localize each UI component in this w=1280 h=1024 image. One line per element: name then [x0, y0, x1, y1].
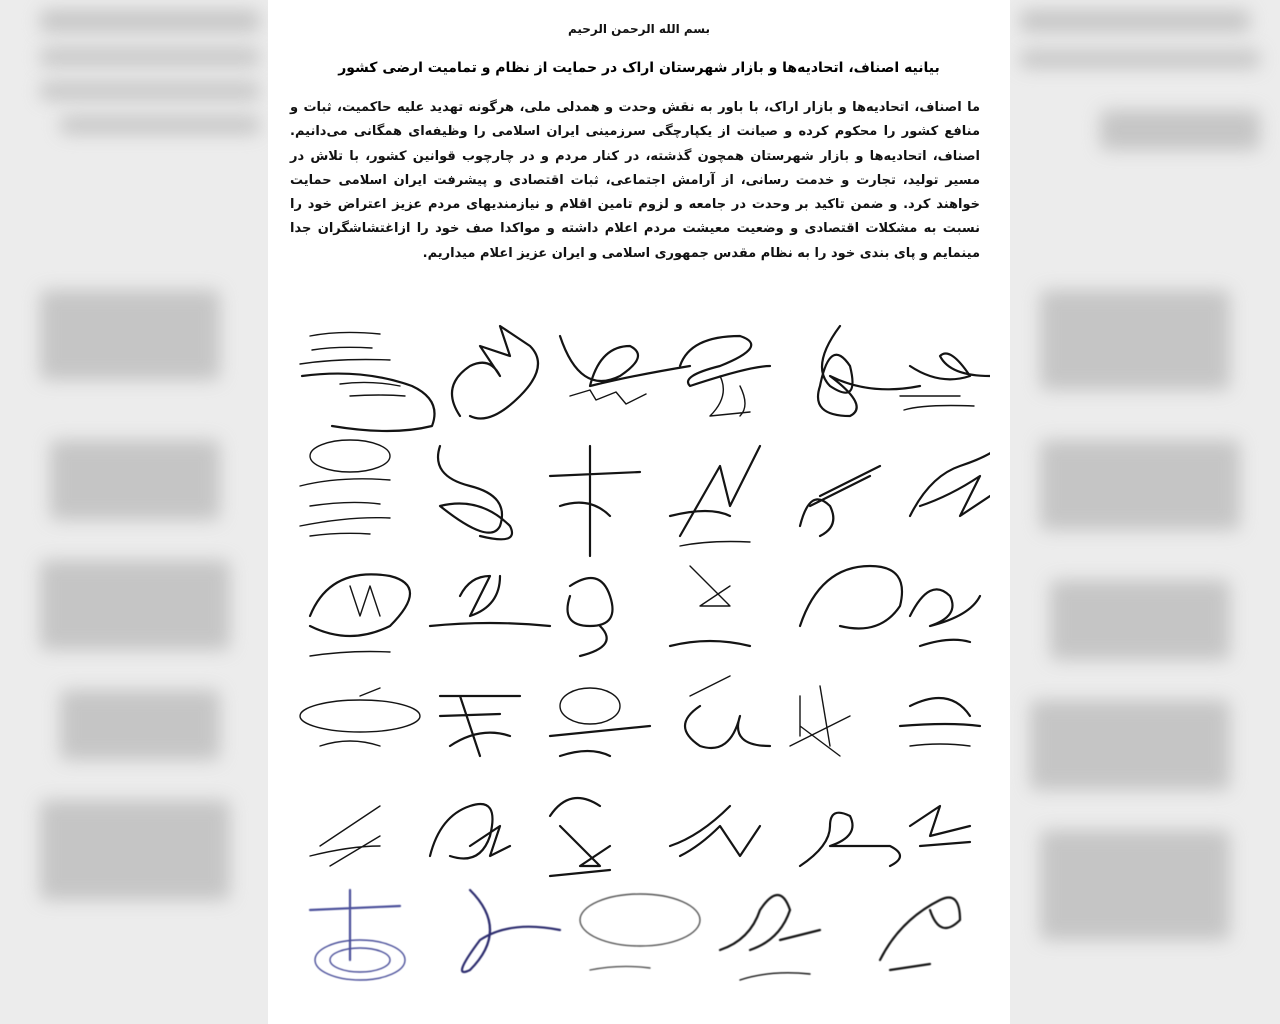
basmala-header: بسم الله الرحمن الرحيم [567, 22, 711, 36]
signature [910, 589, 980, 646]
signature [670, 446, 760, 546]
signature [568, 578, 613, 656]
signature [670, 566, 750, 646]
signature [550, 688, 650, 756]
signature [310, 890, 405, 980]
signature [900, 354, 990, 411]
document-title: بیانیه اصناف، اتحادیه‌ها و بازار شهرستان اراک در حمایت از نظام و تمامیت ارضی کشور [338, 60, 940, 76]
blurred-backdrop-right [1010, 0, 1280, 1024]
signature [310, 574, 410, 656]
signatures-block [290, 316, 990, 886]
signatures-drawing [290, 316, 990, 886]
signature [670, 806, 760, 856]
signature [550, 446, 640, 556]
signature [300, 440, 390, 536]
signature [800, 566, 902, 629]
signature [680, 336, 770, 416]
signatures-bottom-drawing [290, 880, 990, 1000]
statement-document [268, 0, 1010, 1024]
signature [800, 466, 880, 536]
signature [430, 576, 550, 626]
signature [452, 326, 538, 419]
blurred-backdrop-left [0, 0, 268, 1024]
signature [560, 336, 690, 404]
signature [300, 688, 420, 746]
signature [440, 696, 520, 756]
signature [438, 446, 512, 539]
signature [720, 895, 820, 980]
signature [580, 894, 700, 970]
signature [790, 686, 850, 756]
signature [462, 890, 560, 972]
signature [300, 332, 435, 431]
signature [900, 698, 980, 746]
signature [910, 446, 990, 516]
signature [430, 804, 510, 859]
document-body: ما اصناف، اتحادیه‌ها و بازار اراک، با باور به نقش وحدت و همدلی ملی، هرگونه تهدید علیه حاکمیت، ثبات و منافع کشور را محکوم کرده و صیانت از یکپارچگی سرزمینی ایران اسلامی را وظیفه‌ای همگانی می‌دانیم. اصناف، اتحادیه‌ها و بازار شهرستان همچون گذشته، در کنار مردم و در چارچوب قوانین کشور، با تلاش در مسیر تولید، تجارت و خدمت رسانی، از آرامش اجتماعی، ثبات اقتصادی و پیشرفت ایران اسلامی حمایت خواهند کرد. و ضمن تاکید بر وحدت در جامعه و لزوم تامین اقلام و نیازمندیهای مردم عزیز اعتراض خود را نسبت به مشکلات اقتصادی و وضعیت معیشت مردم اعلام داشته و مواکدا صف خود را ازاغتشاشگران جدا مینمایم و پای بندی خود را به نظام مقدس جمهوری اسلامی و ایران عزیز اعلام میداریم. [290, 100, 980, 261]
signature [818, 326, 920, 416]
signature [910, 806, 970, 846]
signature [310, 806, 380, 866]
signature [550, 798, 610, 876]
signature [685, 676, 770, 748]
signatures-bottom-row [290, 880, 990, 1000]
signature [880, 898, 960, 971]
signature [800, 813, 900, 866]
